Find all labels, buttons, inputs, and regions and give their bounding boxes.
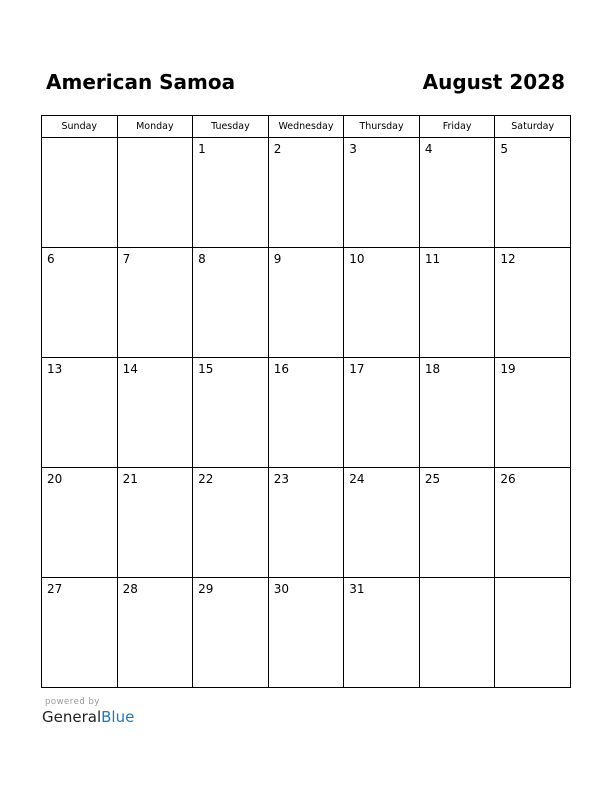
day-number: 6 (47, 252, 55, 266)
day-number: 7 (122, 252, 131, 266)
day-cell (193, 468, 269, 578)
day-number: 13 (47, 362, 63, 376)
day-number: 28 (122, 582, 138, 596)
day-number: 20 (47, 472, 63, 486)
region-title: American Samoa (46, 70, 236, 94)
week-row (42, 248, 571, 358)
day-number: 4 (424, 142, 433, 156)
day-number: 14 (122, 362, 138, 376)
day-cell (344, 138, 420, 248)
day-number: 24 (349, 472, 365, 486)
weekday-thursday: Thursday (344, 116, 420, 138)
day-number: 29 (198, 582, 214, 596)
day-cell (42, 578, 118, 688)
day-number (42, 138, 117, 142)
brand-text-blue: Blue (101, 708, 135, 726)
weekday-sunday: Sunday (42, 116, 118, 138)
day-cell (42, 138, 118, 248)
day-cell (495, 138, 571, 248)
day-number: 21 (122, 472, 138, 486)
brand-logo[interactable] (42, 708, 134, 726)
day-cell (419, 138, 495, 248)
day-cell (193, 138, 269, 248)
weekday-monday: Monday (117, 116, 193, 138)
day-number: 27 (47, 582, 63, 596)
day-number (420, 578, 495, 582)
day-cell (344, 358, 420, 468)
day-number: 2 (273, 142, 282, 156)
day-cell (193, 578, 269, 688)
day-number: 16 (273, 362, 289, 376)
day-number: 11 (424, 252, 441, 266)
day-cell (344, 468, 420, 578)
day-number: 8 (198, 252, 206, 266)
day-cell (268, 578, 344, 688)
day-number: 19 (500, 362, 516, 376)
day-cell (344, 578, 420, 688)
day-cell (419, 248, 495, 358)
week-row (42, 578, 571, 688)
day-cell (117, 358, 193, 468)
day-number: 25 (424, 472, 441, 486)
week-row (42, 358, 571, 468)
day-cell (117, 468, 193, 578)
weekday-saturday: Saturday (495, 116, 571, 138)
day-number (495, 578, 570, 582)
day-cell (268, 358, 344, 468)
day-number: 5 (500, 142, 509, 156)
day-cell (42, 358, 118, 468)
day-cell (495, 248, 571, 358)
day-number (118, 138, 193, 142)
day-cell (193, 358, 269, 468)
day-number: 18 (424, 362, 441, 376)
day-cell (495, 578, 571, 688)
day-number: 31 (349, 582, 365, 596)
day-cell (344, 248, 420, 358)
day-number: 1 (198, 142, 206, 156)
day-cell (419, 578, 495, 688)
calendar-grid (41, 115, 571, 688)
day-cell (117, 248, 193, 358)
day-number: 17 (349, 362, 365, 376)
day-number: 26 (500, 472, 516, 486)
day-number: 10 (349, 252, 365, 266)
week-row (42, 468, 571, 578)
day-number: 3 (349, 142, 357, 156)
weekday-header-row (42, 116, 571, 138)
weekday-wednesday: Wednesday (268, 116, 344, 138)
weekday-tuesday: Tuesday (193, 116, 269, 138)
month-year-title: August 2028 (422, 70, 565, 94)
week-row (42, 138, 571, 248)
day-cell (495, 358, 571, 468)
day-cell (419, 468, 495, 578)
day-cell (193, 248, 269, 358)
day-number: 12 (500, 252, 516, 266)
day-number: 22 (198, 472, 214, 486)
day-number: 30 (273, 582, 289, 596)
footer (42, 697, 134, 726)
day-cell (117, 138, 193, 248)
day-cell (117, 578, 193, 688)
day-cell (268, 248, 344, 358)
day-cell (42, 468, 118, 578)
powered-by-label: powered by (45, 697, 100, 707)
day-cell (268, 138, 344, 248)
brand-text-general: General (42, 708, 102, 726)
day-number: 9 (273, 252, 282, 266)
day-number: 23 (273, 472, 289, 486)
day-cell (42, 248, 118, 358)
day-cell (268, 468, 344, 578)
day-cell (419, 358, 495, 468)
day-number: 15 (198, 362, 214, 376)
weekday-friday: Friday (419, 116, 495, 138)
day-cell (495, 468, 571, 578)
